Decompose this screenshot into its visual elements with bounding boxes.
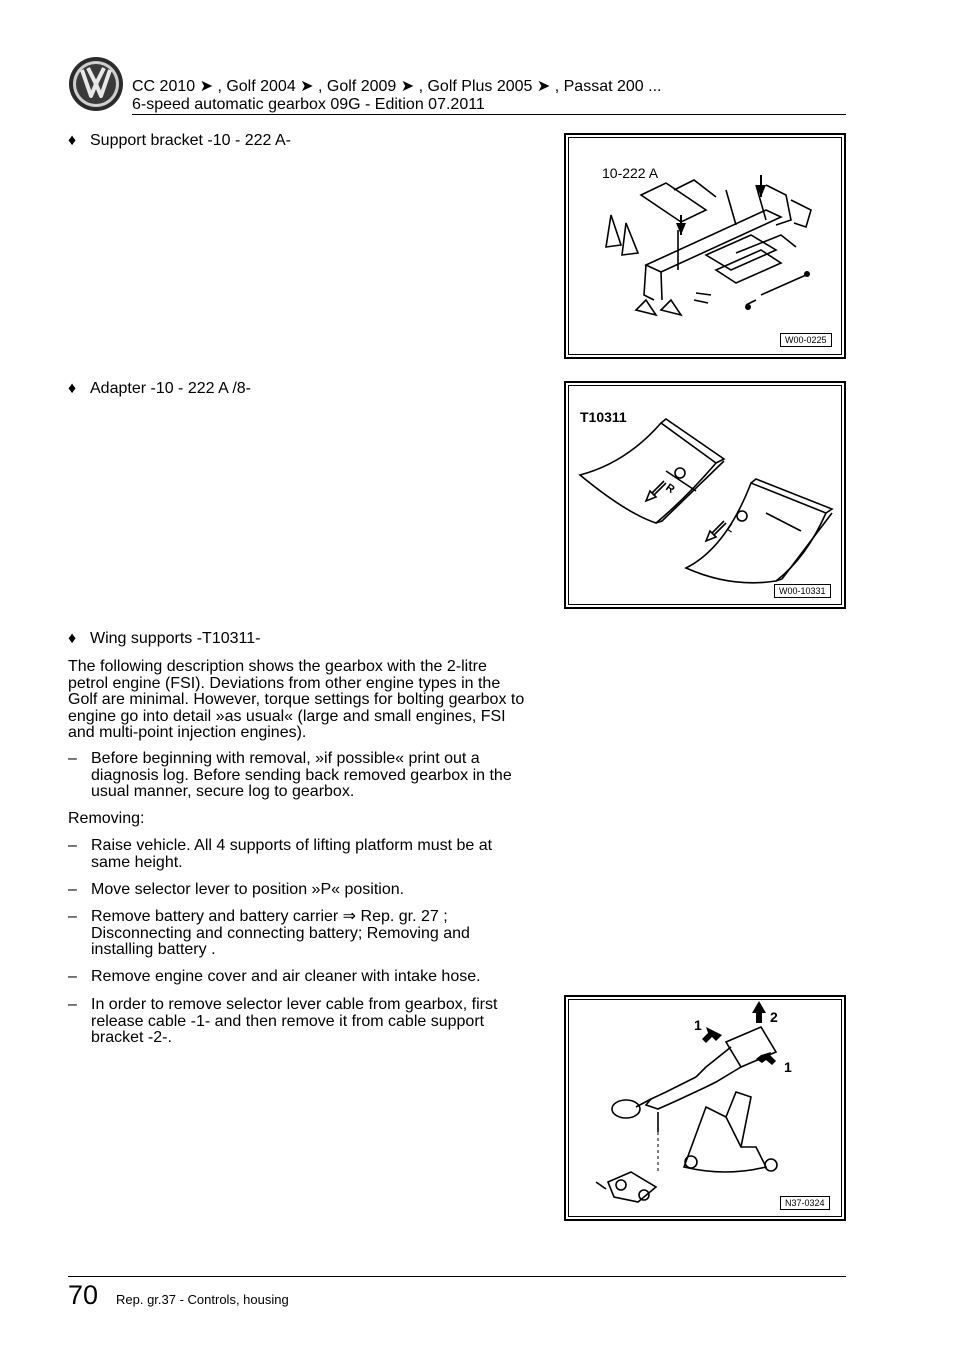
removing-heading: Removing: bbox=[68, 810, 145, 827]
page-number: 70 bbox=[68, 1280, 99, 1310]
mark-r: R bbox=[663, 481, 677, 497]
header-divider bbox=[132, 114, 846, 115]
header-edition: 6-speed automatic gearbox 09G - Edition 07.2011 bbox=[132, 96, 485, 113]
bullet-item bbox=[68, 132, 291, 150]
bullet-symbol: ♦ bbox=[68, 380, 77, 397]
intro-paragraph: The following description shows the gearbox with the 2-litre petrol engine (FSI). Deviations from other engine types in the Golf are minimal. However, torque settings for bolting gearbox to engine go into detail »as usual« (large and small engines, FSI and multi-point injection engines). bbox=[68, 658, 525, 741]
figure-label: 10-222 A bbox=[602, 165, 659, 181]
figure-wing-supports bbox=[564, 381, 846, 609]
callout-1: 1 bbox=[784, 1059, 792, 1075]
vw-logo-icon bbox=[68, 56, 124, 112]
footer-divider bbox=[68, 1276, 846, 1277]
selector-cable-drawing bbox=[566, 997, 848, 1223]
dash-symbol: – bbox=[68, 996, 77, 1013]
step-text: Before beginning with removal, »if possible« print out a diagnosis log. Before sending back removed gearbox in the usual manner, secure log to gearbox. bbox=[91, 750, 512, 800]
bullet-text: Adapter -10 - 222 A /8- bbox=[90, 380, 251, 397]
dash-symbol: – bbox=[68, 837, 77, 854]
step-text: Remove engine cover and air cleaner with intake hose. bbox=[91, 968, 481, 985]
bullet-item bbox=[68, 630, 260, 648]
step-item bbox=[68, 751, 528, 801]
bullet-text: Support bracket -10 - 222 A- bbox=[90, 132, 291, 149]
footer-section: Rep. gr.37 - Controls, housing bbox=[116, 1292, 289, 1307]
mark-l: L bbox=[724, 521, 737, 536]
header-models: CC 2010 ➤ , Golf 2004 ➤ , Golf 2009 ➤ , Golf Plus 2005 ➤ , Passat 200 ... bbox=[132, 78, 662, 95]
step-item bbox=[68, 882, 528, 899]
dash-symbol: – bbox=[68, 750, 77, 767]
figure-selector-cable bbox=[564, 995, 846, 1221]
step-item bbox=[68, 997, 528, 1047]
bullet-text: Wing supports -T10311- bbox=[90, 630, 261, 647]
dash-symbol: – bbox=[68, 908, 77, 925]
step-text: Move selector lever to position »P« position. bbox=[91, 881, 405, 898]
bullet-item bbox=[68, 380, 251, 398]
wing-supports-drawing bbox=[566, 383, 848, 611]
dash-symbol: – bbox=[68, 881, 77, 898]
bullet-symbol: ♦ bbox=[68, 132, 77, 149]
figure-code: W00-0225 bbox=[780, 333, 832, 347]
step-item bbox=[68, 909, 528, 959]
step-text: Raise vehicle. All 4 supports of lifting platform must be at same height. bbox=[91, 837, 493, 871]
figure-code: N37-0324 bbox=[780, 1196, 830, 1210]
step-text: In order to remove selector lever cable from gearbox, first release cable -1- and then remove it from cable support bracket -2-. bbox=[91, 996, 498, 1046]
figure-support-bracket bbox=[564, 133, 846, 359]
bullet-symbol: ♦ bbox=[68, 630, 77, 647]
callout-1: 1 bbox=[694, 1017, 702, 1033]
support-bracket-drawing bbox=[566, 135, 848, 361]
step-item bbox=[68, 969, 528, 986]
callout-2: 2 bbox=[770, 1009, 778, 1025]
figure-label: T10311 bbox=[580, 409, 627, 425]
dash-symbol: – bbox=[68, 968, 77, 985]
step-text: Remove battery and battery carrier ⇒ Rep. gr. 27 ; Disconnecting and connecting battery; Removing and installing battery . bbox=[91, 908, 470, 958]
step-item bbox=[68, 838, 528, 871]
figure-code: W00-10331 bbox=[774, 584, 831, 598]
